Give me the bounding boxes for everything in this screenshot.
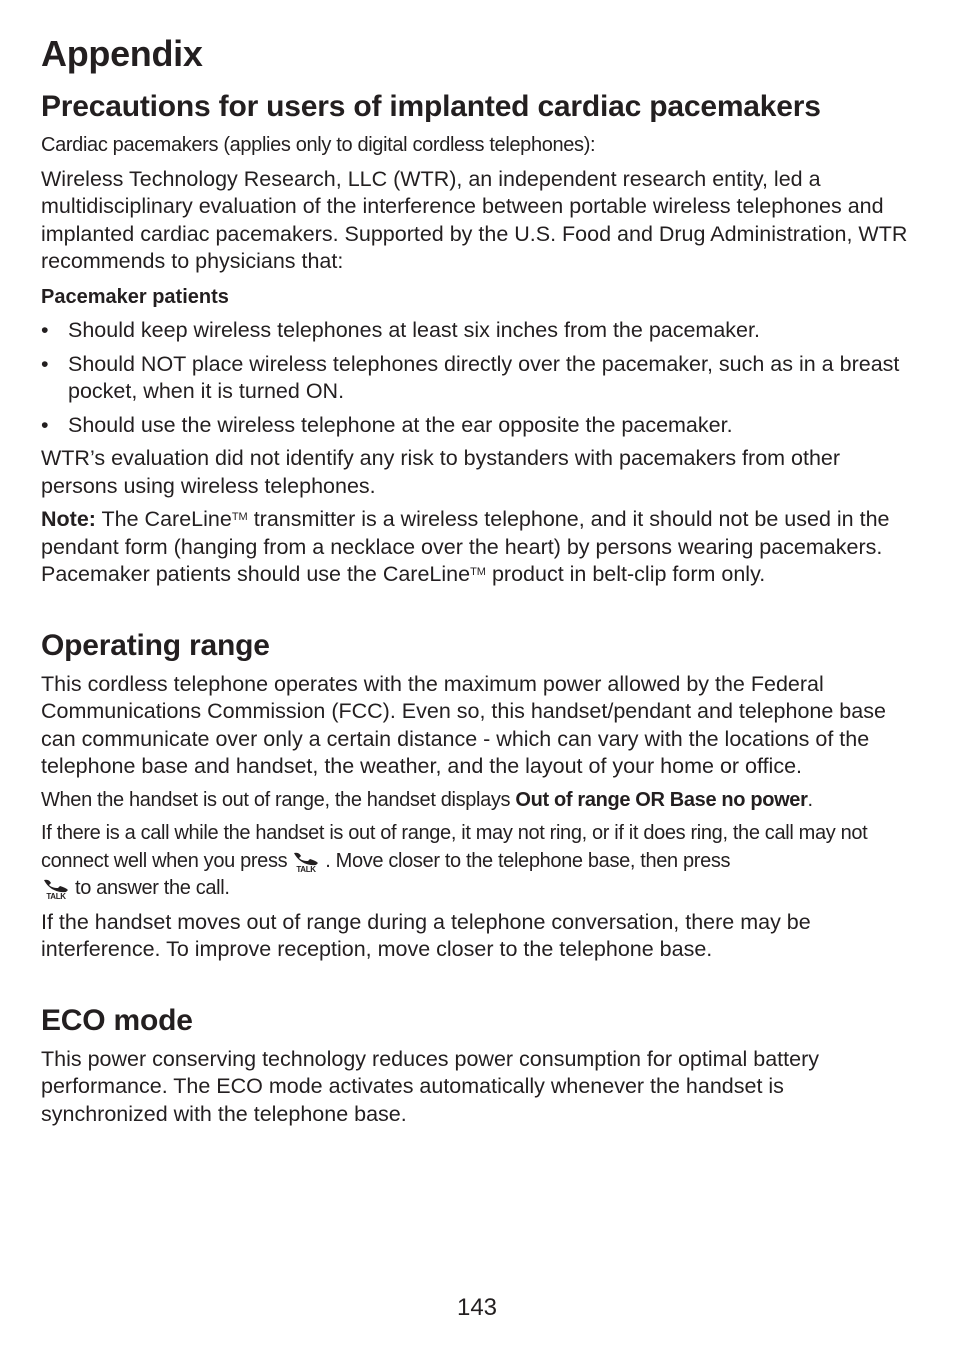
range-paragraph-2-text: When the handset is out of range, the handset displays — [41, 788, 516, 811]
range-paragraph-3-text-c: to answer the call. — [75, 877, 230, 899]
bullet-icon: • — [41, 318, 49, 342]
page-title: Appendix — [41, 33, 203, 74]
talk-key-icon — [291, 851, 321, 873]
range-paragraph-4: If the handset moves out of range during a telephone conversation, there may be interference. To improve reception, move closer to the telephone base. — [41, 909, 811, 961]
talk-key-label: TALK — [46, 892, 66, 900]
note-text-1: The CareLine — [101, 507, 232, 531]
page-number: 143 — [456, 1294, 498, 1321]
talk-key-label: TALK — [296, 864, 316, 873]
range-paragraph-3-text-a: If there is a call while the handset is out of range, it may not ring, or if it does ring, the call may not connect well when you press — [41, 822, 868, 872]
list-item-text: Should NOT place wireless telephones directly over the pacemaker, such as in a breast pocket, when it is turned ON. — [68, 351, 900, 403]
pacemaker-body: Wireless Technology Research, LLC (WTR), an independent research entity, led a multidisciplinary evaluation of the interference between portable wireless telephones and implanted cardiac pacemakers. Supported by the U.S. Food and Drug Administration, WTR recommends to physicians that: — [41, 166, 908, 273]
list-item — [41, 412, 916, 440]
list-item — [41, 317, 916, 345]
pacemaker-list — [41, 317, 916, 439]
trademark-mark: TM — [231, 511, 248, 523]
list-item — [41, 351, 916, 406]
bullet-icon: • — [41, 412, 49, 437]
talk-key-icon — [41, 878, 71, 900]
out-of-range-message: Out of range OR Base no power — [515, 788, 808, 811]
range-paragraph-2 — [41, 787, 916, 815]
range-paragraph-1: This cordless telephone operates with the maximum power allowed by the Federal Communications Commission (FCC). Even so, this handset/pendant and telephone base can communicate over only a certain distance - which can vary with the locations of the telephone base and handset, the weather, and the layout of your home or office. — [41, 671, 886, 778]
pacemaker-heading: Precautions for users of implanted cardiac pacemakers — [41, 90, 821, 123]
list-item-text: Should keep wireless telephones at least six inches from the pacemaker. — [68, 318, 760, 342]
note-text-2: transmitter is a wireless telephone, and it should not be used in the pendant form (hanging from a necklace over the heart) by persons wearing pacemakers. Pacemaker patients should use the CareLine — [41, 507, 890, 586]
period: . — [807, 788, 813, 811]
list-item-text: Should use the wireless telephone at the ear opposite the pacemaker. — [68, 412, 733, 437]
bullet-icon: • — [41, 351, 49, 376]
evaluation-paragraph: WTR’s evaluation did not identify any risk to bystanders with pacemakers from other persons using wireless telephones. — [41, 446, 841, 498]
note-label: Note: — [41, 507, 96, 531]
range-paragraph-3-text-b: . Move closer to the telephone base, then press — [325, 849, 731, 872]
pacemaker-subheading: Pacemaker patients — [41, 285, 229, 308]
trademark-mark: TM — [470, 566, 486, 578]
pacemaker-intro: Cardiac pacemakers (applies only to digital cordless telephones): — [41, 134, 596, 156]
range-paragraph-3 — [41, 820, 916, 903]
note-text-3: product in belt-clip form only. — [491, 562, 766, 586]
page-content — [41, 30, 916, 1134]
range-heading: Operating range — [41, 628, 270, 662]
eco-heading: ECO mode — [41, 1003, 193, 1037]
note-paragraph — [41, 506, 916, 589]
eco-paragraph: This power conserving technology reduces power consumption for optimal battery performance. The ECO mode activates automatically whenever the handset is synchronized with the telephone base. — [41, 1046, 819, 1126]
